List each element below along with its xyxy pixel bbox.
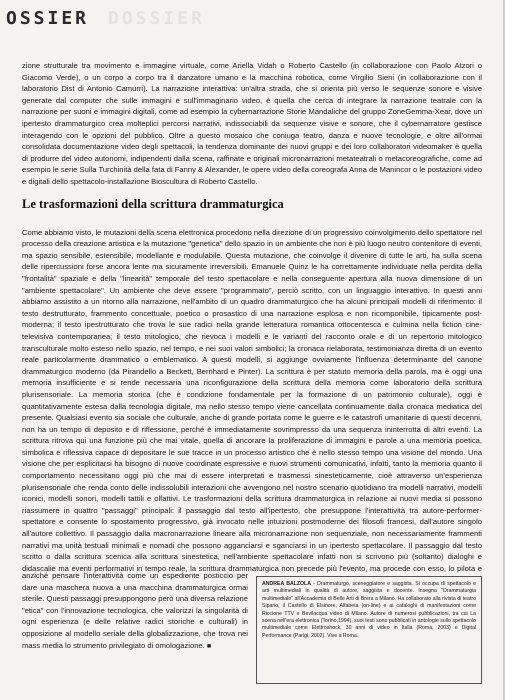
- section-ghost-label: DOSSIER: [108, 8, 205, 29]
- body-end-text: anziché pensare l'interattività come un espediente posticcio per dare una maschera nuova a una macchina drammaturgica ormai sterile. Questi passaggi presuppongono però una diversa relazione "etica" con l'innovazione tecnologica, che valorizzi la singolarità di ogni esperienza (e delle relative radici storiche e culturali) in opposizione al modello seriale della globalizzazione, che trova nei mass media lo strumento privilegiato di omologazione.: [22, 571, 248, 650]
- article-intro: [22, 60, 482, 192]
- body-paragraph-end: [22, 570, 248, 678]
- intro-paragraph: zione strutturale tra movimento e immagine virtuale, come Ariella Vidah o Roberto Castello (in collaborazione con Paolo Atzori o Giacomo Verde), o un corpo a corpo tra il danzatore umano e la macchina robotica, come Virgilio Sieni (in collaborazione con il laboratorio Dist di Antonio Camurri). La narrazione interattiva: un'altra strada, che si orienta più verso le sequenze sonore e visive generate dal computer che sulle immagini e sull'immaginario video, è quella che cerca di integrare la narrazione teatrale con la narrazione per suoni e immagini digitali, come ad esempio la cybernarrazione Storie Mandaliche del gruppo ZoneGemma-Xear, dove un ipertesto drammaturgico crea molteplici percorsi narrativi, indissociabili da sequenze visive e sonore, che il cybernarratore gestisce interagendo con le opzioni del pubblico. Oltre a questo mosaico che coniuga teatro, danza e nuove tecnologie, e oltre all'ormai consolidata documentazione video degli spettacoli, la tendenza dominante dei nuovi gruppi e dei loro collaboratori videomaker è quella di produrre del video autonomi, indipendenti dalla scena, raffinate e originali micronarrazioni metateatrali o metacoreografiche, come ad esempio le serie Sulla Turchinità della fata di Fanny & Alexander, le opere video della coreografa Anna de Manincor o le postazioni video e digitali dello spettacolo-installazione Bioscultura di Roberto Castello.: [22, 61, 482, 186]
- author-bio-box: [256, 576, 482, 684]
- author-bio-text: - Drammaturgo, sceneggiatore e saggista. Si occupa di spettacolo e arti multimediali in qualità di autore, saggista e docente. Insegna "Drammaturgia multimediale" all'Accademia di Belle Arti di Brera a Milano. Ha collaborato alla rivista di teatro Sipario, il Castello di Elsinore, Alfabeta (on-line) e ai cataloghi di manifestazioni come Riccione TTV e Bevilacqua video di Milano. Autore di numerosi pubblicazioni, tra cui La scena nell'era elettronica (Torino,1994), suoi testi sono pubblicati in antologie sullo spettacolo multimediale come Elettroshock, 30 anni di video in Italia (Roma, 2003) e Digital Performance (Parigi, 2002). Vive a Roma.: [262, 581, 476, 639]
- body-paragraph: Come abbiamo visto, le mutazioni della scena elettronica procedono nella direzione di un progressivo coinvolgimento dello spettatore nel processo della creazione artistica e la mutazione "genetica" dello spazio in un ambiente che non è più luogo neutro contenitore di eventi, ma spazio sensibile, estensibile, modellante e modulabile. Questa mutazione, che coinvolge il divenire di tutte le arti, ha sulla scena delle ripercussioni forse ancora lente ma sicuramente irreversibili. Emanuele Quinz le ha correttamente individuate nella perdita della "frontalità" spaziale e della "linearità" temporale del testo spettacolare e nella conseguente apertura alla nuova dimensione di un "ambiente spettacolare". Un ambiente che deve essere "programmato", perciò scritto, con un linguaggio interattivo. In questi anni abbiamo assistito a un ritorno alla narrazione, nell'ambito di un quadro drammaturgico che ha alcuni principali modelli di riferimento: il testo destrutturato, frammento concettuale, poetico o prosastico di una narrazione esplosa e non ricomponibile, tipicamente post-moderna; il testo ipestrutturato che trova le sue radici nella grande letteratura romantica ottocentesca e culmina nella fiction cine-televisiva contemporanea; il testo mitologico, che rievoca i modelli e le varianti del racconto orale e di un repertorio mitologico transculturale molto esteso nello spazio, nel tempo, e nei suoi valori simbolici; la cronaca rielaborata, testimonianza diretta di un evento reale particolarmente drammatico o emblematico. A questi modelli, si aggiunge ovviamente l'influenza determinante del canone drammaturgico moderno (da Pirandello a Beckett, Bernhard e Pinter). La scrittura è per statuto memoria della parola, ma è oggi una memoria insufficiente e si rende necessaria una riconfigurazione della scrittura della memoria come laboratorio della scrittura plurisensoriale. La memoria storica (che è condizione fondamentale per la formazione di un patrimonio culturale), oggi è quantitativamente estesa dalla tecnologia digitale, ma nello stesso tempo viene cancellata continuamente dalla cronaca mediatica del presente. Qualsiasi evento sia sociale che culturale, anche di grande portata come le guerre e le catastrofi umanitarie di questi decenni, non ha un tempo di deposito e di riflessione, perché è immediatamente sovrimpresso da una sequenza ininterrotta di altri eventi. La scrittura ritrova qui una funzione più che mai vitale, quella di ancorare la proliferazione di immagini e parole a una memoria poetica, simbolica e riflessiva capace di depositare le sue tracce in un processo artistico che è nello stesso tempo una visione del mondo. Una visione che per esplicitarsi ha bisogno di nuove coordinate espressive e nuovi strumenti comunicativi, infatti, tanto la memoria quanto il comportamento necessitano oggi più che mai di essere interpretati e trasmessi sinesteticamente, cioè attraverso un'esperienza plurisensoriale che renda conto delle indissolubili interazioni che avvengono nel nostro scenario quotidiano tra modelli narrativi, modelli iconici, modelli sonori, modelli tattili e olfattivi. Le trasformazioni della scrittura drammaturgica in relazione ai nuovi media si possono riassumere in quattro "passaggi" principali: il passaggio dal testo all'ipertesto, che presuppone l'interattività tra autore-performer-spettatore e consente lo spostamento progressivo, già invocato nelle intuizioni postmoderne dei filosofi francesi, dall'autore singolo all'autore collettivo. Il passaggio dalla macronarrazione lineare alla micronarrazione non sequenziale, non necessariamente frammenti narrativi ma unità testuali minimali e nomadi che possono agganciarsi e sganciarsi in un ipertesto spettacolare. Il passaggio dal testo scritto o dalla scrittura scenica alla scrittura sinestetica, nell'ambiente spettacolare infatti non si scrivono più (soltanto) dialoghi e didascalie ma eventi performativi in tempo reale, la scrittura drammaturgica non precede più l'evento, ma procede con esso, lo pilota e: [22, 227, 482, 573]
- author-name: ANDREA BALZOLA: [262, 581, 311, 587]
- section-heading: Le trasformazioni della scrittura drammaturgica: [22, 197, 284, 211]
- end-mark-icon: ■: [206, 642, 212, 650]
- page-header: [0, 0, 505, 34]
- section-label: OSSIER: [6, 8, 90, 29]
